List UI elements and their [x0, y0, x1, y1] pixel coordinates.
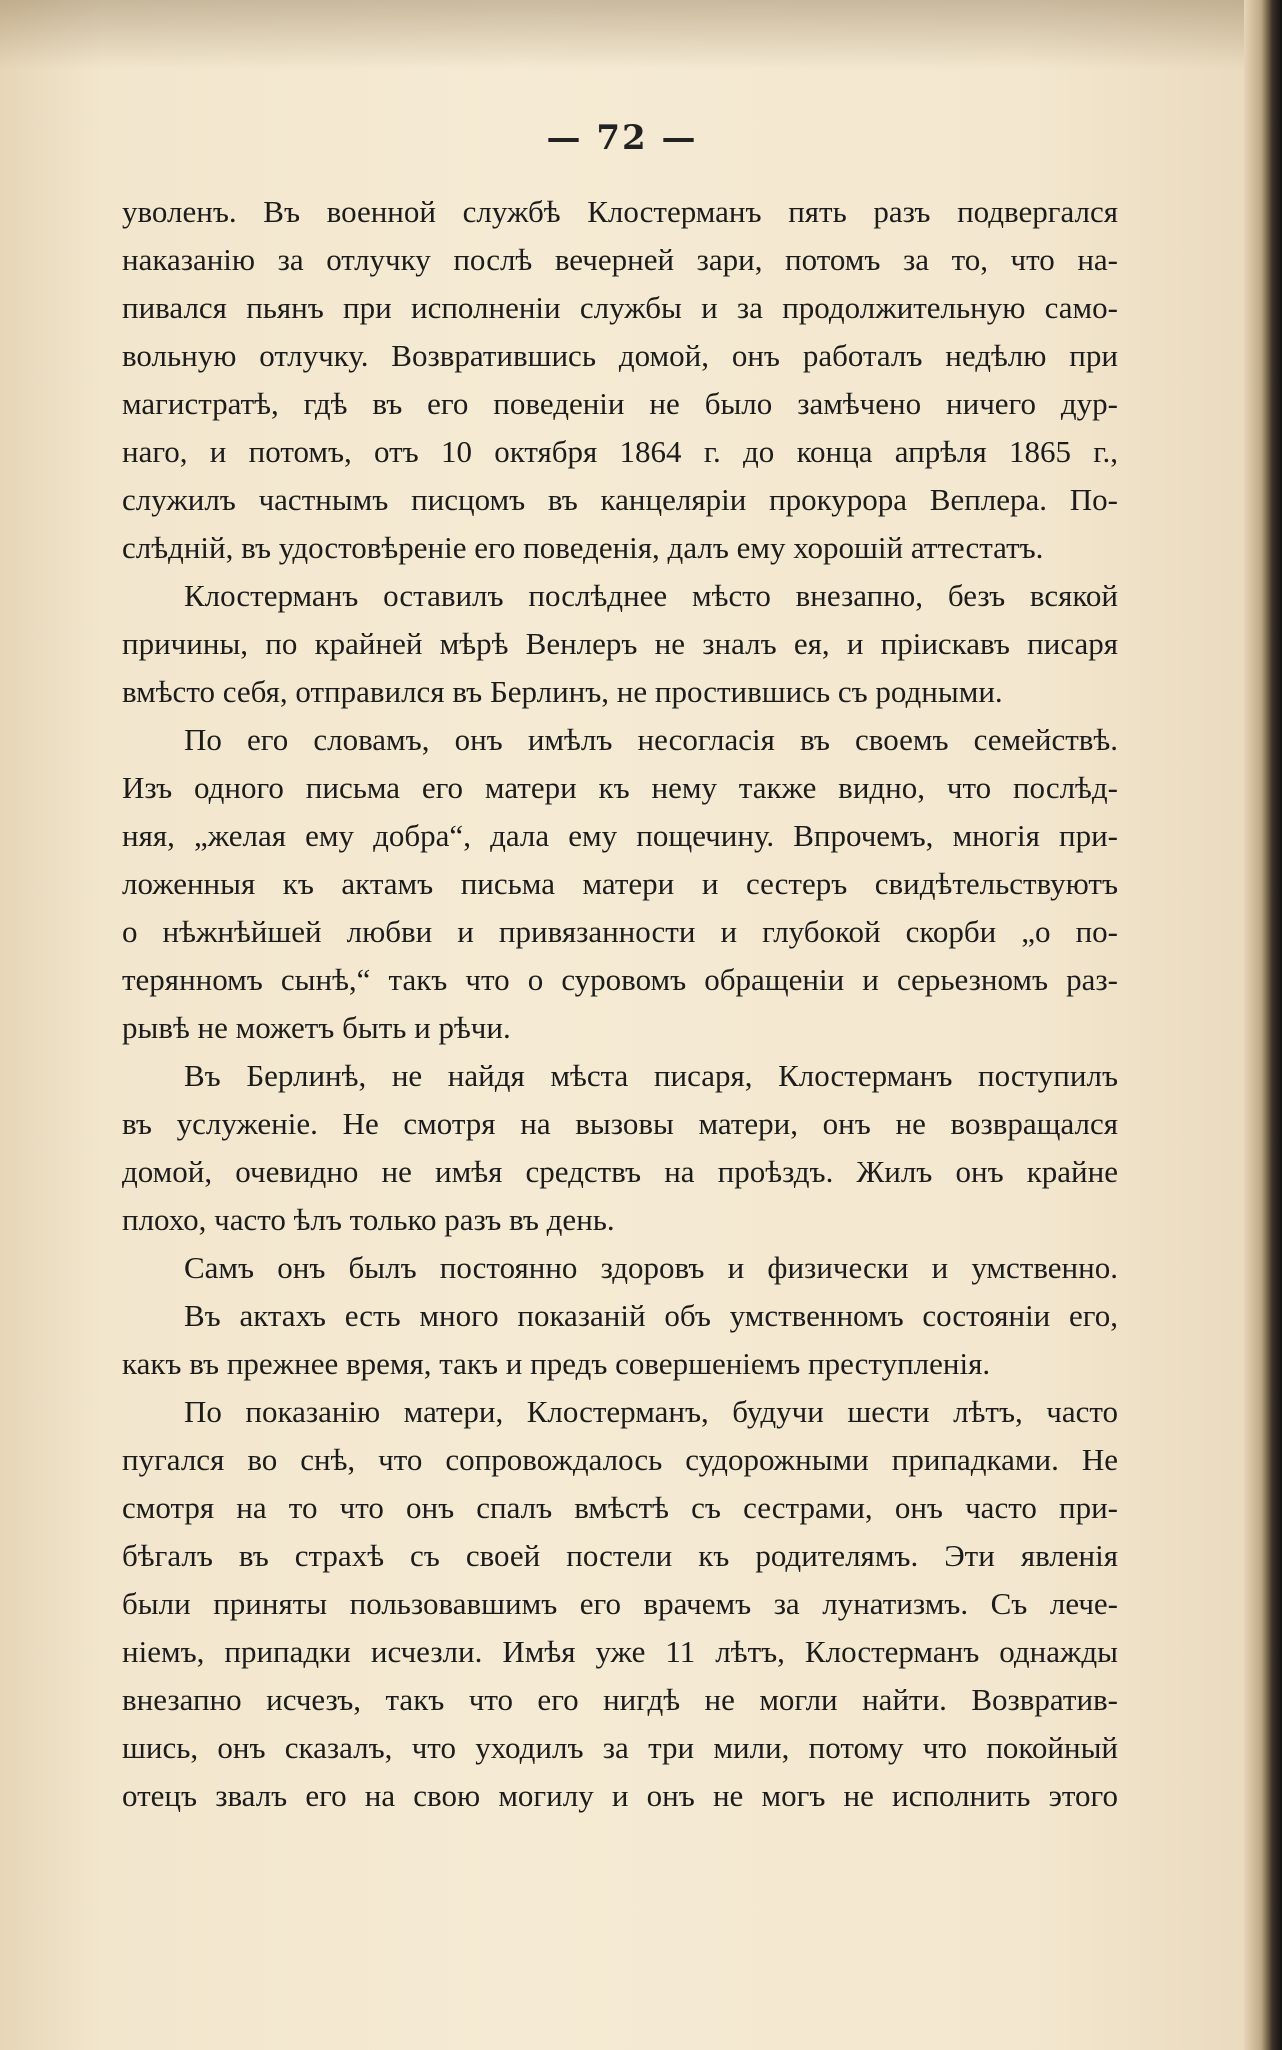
text-line: пугался во снѣ, что сопровождалось судорожными припадками. Не	[122, 1442, 1118, 1477]
text-line: были приняты пользовавшимъ его врачемъ за лунатизмъ. Съ лече-	[122, 1586, 1118, 1621]
text-line: ніемъ, припадки исчезли. Имѣя уже 11 лѣтъ, Клостерманъ однажды	[122, 1634, 1118, 1669]
text-line: шись, онъ сказалъ, что уходилъ за три мили, потому что покойный	[122, 1730, 1118, 1765]
text-line: вольную отлучку. Возвратившись домой, онъ работалъ недѣлю при	[122, 338, 1118, 373]
text-line: плохо, часто ѣлъ только разъ въ день.	[122, 1202, 615, 1237]
text-line: бѣгалъ въ страхѣ съ своей постели къ родителямъ. Эти явленія	[122, 1538, 1118, 1573]
text-line: о нѣжнѣйшей любви и привязанности и глубокой скорби „о по-	[122, 914, 1118, 949]
page-number-header: — 72 —	[546, 118, 698, 158]
text-line: По его словамъ, онъ имѣлъ несогласія въ своемъ семействѣ.	[184, 722, 1118, 757]
text-line: домой, очевидно не имѣя средствъ на проѣздъ. Жилъ онъ крайне	[122, 1154, 1118, 1189]
book-binding-edge	[1244, 0, 1282, 2050]
text-line: Клостерманъ оставилъ послѣднее мѣсто внезапно, безъ всякой	[184, 578, 1118, 613]
text-line: служилъ частнымъ писцомъ въ канцеляріи прокурора Веплера. По-	[122, 482, 1118, 517]
text-line: причины, по крайней мѣрѣ Венлеръ не зналъ ея, и пріискавъ писаря	[122, 626, 1118, 661]
text-line: Въ актахъ есть много показаній объ умственномъ состояніи его,	[184, 1298, 1118, 1333]
text-line: внезапно исчезъ, такъ что его нигдѣ не могли найти. Возвратив-	[122, 1682, 1118, 1717]
text-line: смотря на то что онъ спалъ вмѣстѣ съ сестрами, онъ часто при-	[122, 1490, 1118, 1525]
text-line: рывѣ не можетъ быть и рѣчи.	[122, 1010, 511, 1045]
text-line: терянномъ сынѣ,“ такъ что о суровомъ обращеніи и серьезномъ раз-	[122, 962, 1118, 997]
text-line: няя, „желая ему добра“, дала ему пощечину. Впрочемъ, многія при-	[122, 818, 1118, 853]
text-line: По показанію матери, Клостерманъ, будучи шести лѣтъ, часто	[184, 1394, 1118, 1429]
text-line: вмѣсто себя, отправился въ Берлинъ, не простившись съ родными.	[122, 674, 1003, 709]
text-line: наказанію за отлучку послѣ вечерней зари, потомъ за то, что на-	[122, 242, 1118, 277]
text-line: наго, и потомъ, отъ 10 октября 1864 г. до конца апрѣля 1865 г.,	[122, 434, 1118, 469]
text-line: слѣдній, въ удостовѣреніе его поведенія, далъ ему хорошій аттестатъ.	[122, 530, 1044, 565]
text-line: Изъ одного письма его матери къ нему также видно, что послѣд-	[122, 770, 1118, 805]
text-line: въ услуженіе. Не смотря на вызовы матери, онъ не возвращался	[122, 1106, 1118, 1141]
text-line: уволенъ. Въ военной службѣ Клостерманъ пять разъ подвергался	[122, 194, 1118, 229]
page-top-shadow	[0, 0, 1282, 70]
text-line: ложенныя къ актамъ письма матери и сестеръ свидѣтельствуютъ	[122, 866, 1118, 901]
text-line: какъ въ прежнее время, такъ и предъ совершеніемъ преступленія.	[122, 1346, 991, 1381]
page-body-text	[122, 188, 1118, 1820]
text-line: Въ Берлинѣ, не найдя мѣста писаря, Клостерманъ поступилъ	[184, 1058, 1118, 1093]
text-line: отецъ звалъ его на свою могилу и онъ не могъ не исполнить этого	[122, 1778, 1118, 1813]
text-line: магистратѣ, гдѣ въ его поведеніи не было замѣчено ничего дур-	[122, 386, 1118, 421]
text-line: Самъ онъ былъ постоянно здоровъ и физически и умственно.	[184, 1250, 1118, 1285]
text-line: пивался пьянъ при исполненіи службы и за продолжительную само-	[122, 290, 1118, 325]
